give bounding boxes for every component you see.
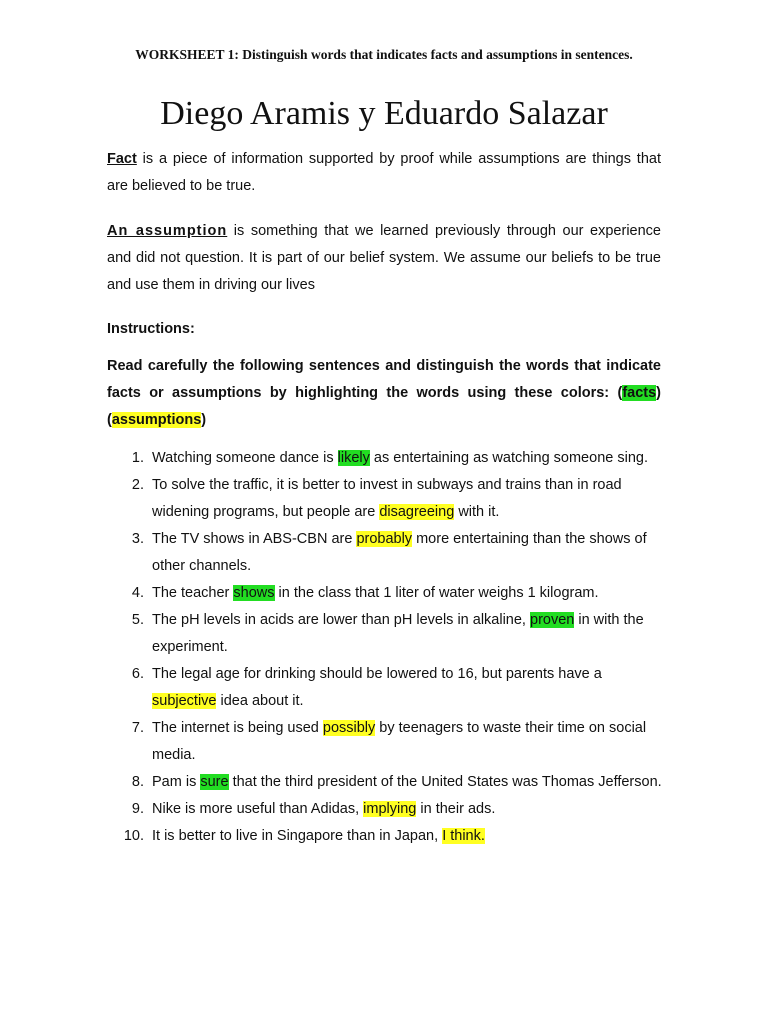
- sentence-text: It is better to live in Singapore than in Japan,: [152, 828, 443, 844]
- item-number: 1.: [131, 450, 144, 466]
- sentence-text: in their ads.: [416, 801, 496, 817]
- sentence-text: The teacher: [152, 585, 234, 601]
- sentence-text: To solve the traffic, it is better to invest in subways and trains than in road widening programs, but people are: [152, 477, 622, 520]
- sentence-list: [107, 445, 667, 850]
- sentence-text: idea about it.: [216, 693, 304, 709]
- instructions-paren: (: [609, 385, 623, 401]
- highlighted-word: proven: [530, 612, 575, 628]
- list-item: [107, 715, 667, 769]
- list-item: [107, 526, 667, 580]
- instructions-paren: ) (: [107, 385, 662, 428]
- item-number: 6.: [131, 666, 144, 682]
- item-number: 3.: [131, 531, 144, 547]
- sentence-text: in with the experiment.: [152, 612, 644, 655]
- assumption-definition: [107, 218, 661, 299]
- sentence-text: as entertaining as watching someone sing.: [369, 450, 648, 466]
- sentence-text: The internet is being used: [152, 720, 323, 736]
- assumption-definition-text: is something that we learned previously through our experience and did not question. It is part of our belief system. We assume our beliefs to be true and use them in driving our lives: [107, 223, 661, 293]
- highlighted-word: disagreeing: [379, 504, 455, 520]
- authors-heading: Diego Aramis y Eduardo Salazar: [160, 95, 608, 132]
- list-item: [107, 445, 667, 472]
- highlighted-word: subjective: [152, 693, 217, 709]
- item-number: 5.: [131, 612, 144, 628]
- highlighted-word: implying: [363, 801, 417, 817]
- list-item: [107, 472, 667, 526]
- item-number: 7.: [131, 720, 144, 736]
- item-number: 9.: [131, 801, 144, 817]
- sentence-text: The TV shows in ABS-CBN are: [152, 531, 357, 547]
- sentence-text: Pam is: [152, 774, 201, 790]
- item-number: 8.: [131, 774, 144, 790]
- sentence-text: The legal age for drinking should be lowered to 16, but parents have a: [152, 666, 602, 682]
- item-number: 10.: [123, 828, 144, 844]
- item-number: 4.: [131, 585, 144, 601]
- highlighted-word: likely: [337, 450, 370, 466]
- assumptions-color-label: assumptions: [111, 412, 202, 428]
- highlighted-word: possibly: [322, 720, 376, 736]
- assumption-term: An assumption: [107, 223, 228, 239]
- sentence-text: with it.: [454, 504, 500, 520]
- highlighted-word: probably: [356, 531, 413, 547]
- sentence-text: more entertaining than the shows of other channels.: [152, 531, 647, 574]
- list-item: [107, 769, 667, 796]
- facts-color-label: facts: [622, 385, 657, 401]
- list-item: [107, 580, 667, 607]
- fact-term: Fact: [107, 151, 137, 167]
- sentence-text: that the third president of the United States was Thomas Jefferson.: [228, 774, 662, 790]
- instructions-text: [107, 353, 661, 434]
- highlighted-word: sure: [200, 774, 229, 790]
- worksheet-title: WORKSHEET 1: Distinguish words that indicates facts and assumptions in sentences.: [135, 47, 633, 62]
- list-item: [107, 823, 667, 850]
- instructions-paren: ): [201, 412, 207, 428]
- sentence-text: The pH levels in acids are lower than pH levels in alkaline,: [152, 612, 530, 628]
- item-number: 2.: [131, 477, 144, 493]
- instructions-body: Read carefully the following sentences and distinguish the words that indicate facts or assumptions by highlighting the words using these colors:: [107, 358, 661, 401]
- highlighted-word: I think.: [442, 828, 485, 844]
- sentence-text: Nike is more useful than Adidas,: [152, 801, 364, 817]
- list-item: [107, 796, 667, 823]
- highlighted-word: shows: [233, 585, 275, 601]
- sentence-text: Watching someone dance is: [152, 450, 338, 466]
- fact-definition: [107, 146, 661, 200]
- fact-definition-text: is a piece of information supported by proof while assumptions are things that are believed to be true.: [107, 151, 661, 194]
- list-item: [107, 661, 667, 715]
- sentence-text: in the class that 1 liter of water weighs 1 kilogram.: [274, 585, 599, 601]
- instructions-heading: Instructions:: [107, 321, 195, 337]
- list-item: [107, 607, 667, 661]
- sentence-text: by teenagers to waste their time on social media.: [152, 720, 647, 763]
